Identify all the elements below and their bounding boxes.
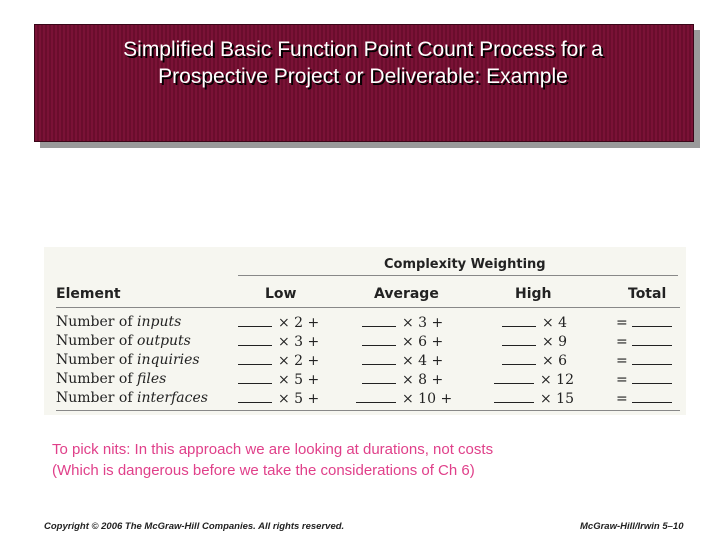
table-cell-average: × 8 +	[362, 371, 443, 388]
table-top-rule	[56, 307, 680, 308]
note-line-2: (Which is dangerous before we take the considerations of Ch 6)	[52, 462, 475, 479]
table-cell-total: =	[616, 371, 678, 388]
table-cell-total: =	[616, 390, 678, 407]
table-row-element: Number of outputs	[56, 333, 191, 349]
column-header-total: Total	[628, 286, 667, 302]
table-cell-total: =	[616, 314, 678, 331]
table-row-element: Number of files	[56, 371, 167, 387]
column-header-low: Low	[265, 286, 297, 302]
table-cell-high: × 4	[502, 314, 567, 331]
table-row-element: Number of inquiries	[56, 352, 200, 368]
copyright-footer: Copyright © 2006 The McGraw-Hill Companies. All rights reserved.	[44, 521, 345, 532]
slide-title-line-2: Prospective Project or Deliverable: Example	[158, 65, 568, 88]
table-cell-high: × 12	[494, 371, 574, 388]
table-cell-high: × 15	[494, 390, 574, 407]
table-cell-total: =	[616, 333, 678, 350]
table-cell-average: × 6 +	[362, 333, 443, 350]
table-cell-average: × 10 +	[356, 390, 452, 407]
table-cell-high: × 9	[502, 333, 567, 350]
column-header-average: Average	[374, 286, 439, 302]
table-cell-high: × 6	[502, 352, 567, 369]
table-row-element: Number of interfaces	[56, 390, 208, 406]
column-header-high: High	[515, 286, 552, 302]
table-cell-low: × 2 +	[238, 352, 319, 369]
table-cell-average: × 3 +	[362, 314, 443, 331]
table-cell-low: × 5 +	[238, 371, 319, 388]
complexity-header-rule	[238, 275, 678, 276]
column-header-element: Element	[56, 286, 121, 302]
note-line-1: To pick nits: In this approach we are looking at durations, not costs	[52, 441, 494, 458]
slide-title	[34, 36, 692, 90]
table-cell-low: × 5 +	[238, 390, 319, 407]
table-cell-total: =	[616, 352, 678, 369]
slide-title-line-1: Simplified Basic Function Point Count Process for a	[123, 38, 603, 61]
complexity-weighting-header: Complexity Weighting	[384, 257, 546, 272]
table-bottom-rule	[56, 410, 680, 411]
table-cell-low: × 2 +	[238, 314, 319, 331]
table-cell-average: × 4 +	[362, 352, 443, 369]
page-number-footer: McGraw-Hill/Irwin 5–10	[580, 521, 684, 532]
table-cell-low: × 3 +	[238, 333, 319, 350]
table-row-element: Number of inputs	[56, 314, 182, 330]
